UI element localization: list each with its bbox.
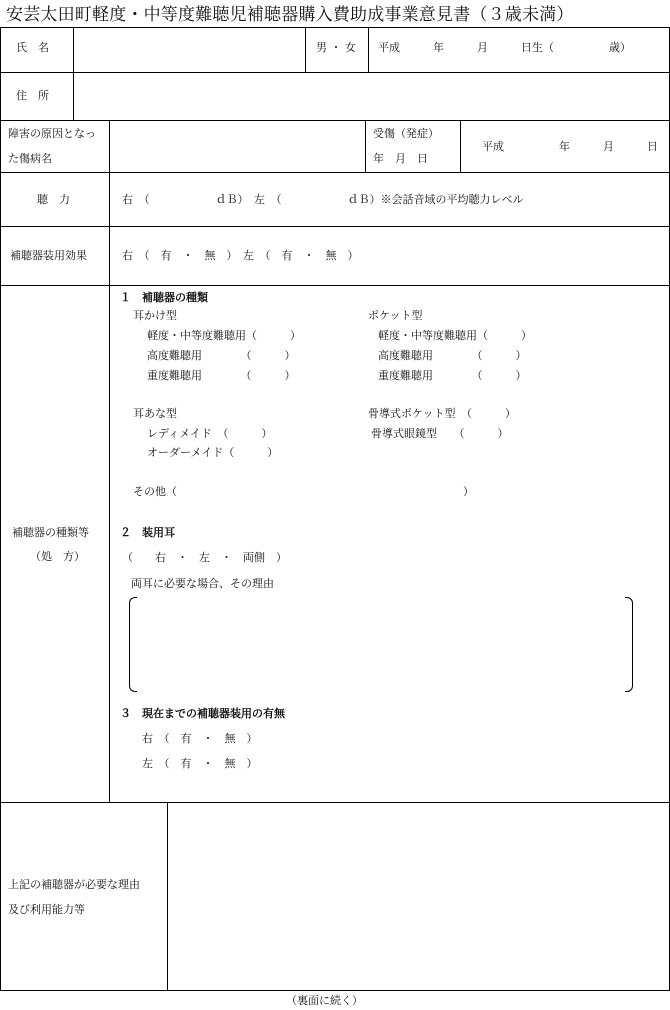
table-border-bottom xyxy=(0,990,670,991)
birth-date-field[interactable]: 平成 年 月 日生（ 歳） xyxy=(378,41,631,54)
hearing-label: 聴 力 xyxy=(37,193,70,206)
cell-divider xyxy=(109,120,110,172)
row-divider xyxy=(0,285,670,286)
onset-date-field[interactable]: 平成 年 月 日 xyxy=(482,140,658,153)
prior-use-left[interactable]: 左 （ 有 ・ 無 ） xyxy=(142,757,258,770)
cell-divider xyxy=(109,285,110,802)
cell-divider xyxy=(460,120,461,172)
pocket-item[interactable]: 重度難聴用 （ ） xyxy=(378,369,527,382)
type-label-line2: （処 方） xyxy=(30,550,85,563)
ear-hook-heading: 耳かけ型 xyxy=(133,309,177,322)
other-type-field[interactable]: その他（ ） xyxy=(133,485,474,498)
cell-divider xyxy=(73,72,74,120)
name-label: 氏 名 xyxy=(16,41,49,54)
pocket-item[interactable]: 軽度・中等度難聴用（ ） xyxy=(378,329,532,342)
address-label: 住 所 xyxy=(16,89,49,102)
row-divider xyxy=(0,802,670,803)
prior-use-right[interactable]: 右 （ 有 ・ 無 ） xyxy=(142,732,258,745)
bone-pocket-item[interactable]: 骨導式ポケット型 （ ） xyxy=(368,407,516,420)
continued-note: （裏面に続く） xyxy=(286,994,363,1007)
cell-divider xyxy=(109,172,110,226)
document-title: 安芸太田町軽度・中等度難聴児補聴器購入費助成事業意見書（３歳未満） xyxy=(6,5,574,25)
cause-label-line1: 障害の原因となっ xyxy=(8,127,96,140)
cell-divider xyxy=(167,802,168,990)
cell-divider xyxy=(109,226,110,285)
in-ear-heading: 耳あな型 xyxy=(133,407,177,420)
table-border-top xyxy=(0,27,670,28)
name-field[interactable] xyxy=(75,29,303,71)
in-ear-item[interactable]: オーダーメイド（ ） xyxy=(147,446,279,459)
effect-label: 補聴器装用効果 xyxy=(10,249,87,262)
cause-label-line2: た傷病名 xyxy=(8,152,52,165)
reason-label-line1: 上記の補聴器が必要な理由 xyxy=(8,878,140,891)
bone-glasses-item[interactable]: 骨導式眼鏡型 （ ） xyxy=(371,427,509,440)
effect-value-field[interactable]: 右 （ 有 ・ 無 ） 左 （ 有 ・ 無 ） xyxy=(122,249,359,262)
section3-heading: ３ 現在までの補聴器装用の有無 xyxy=(120,707,285,720)
ear-hook-item[interactable]: 重度難聴用 （ ） xyxy=(147,369,296,382)
cell-divider xyxy=(365,120,366,172)
type-label-line1: 補聴器の種類等 xyxy=(12,526,89,539)
pocket-item[interactable]: 高度難聴用 （ ） xyxy=(378,349,527,362)
row-divider xyxy=(0,72,670,73)
both-ears-reason-field[interactable] xyxy=(140,600,622,688)
hearing-value-field[interactable]: 右 （ ｄＢ） 左 （ ｄＢ）※会話音域の平均聴力レベル xyxy=(122,193,524,206)
onset-label-line2: 年 月 日 xyxy=(373,152,428,165)
in-ear-item[interactable]: レディメイド （ ） xyxy=(147,427,273,440)
section1-heading: １ 補聴器の種類 xyxy=(120,291,208,304)
section2-heading: ２ 装用耳 xyxy=(120,526,175,539)
reason-field[interactable] xyxy=(169,804,667,988)
cell-divider xyxy=(368,27,369,72)
reason-bracket-left xyxy=(129,597,137,692)
wearing-ear-options[interactable]: （ 右 ・ 左 ・ 両側 ） xyxy=(122,551,287,564)
both-ears-reason-label: 両耳に必要な場合、その理由 xyxy=(131,577,274,590)
row-divider xyxy=(0,172,670,173)
cell-divider xyxy=(305,27,306,72)
ear-hook-item[interactable]: 軽度・中等度難聴用（ ） xyxy=(147,329,301,342)
address-field[interactable] xyxy=(75,74,667,119)
cause-field[interactable] xyxy=(111,122,363,171)
cell-divider xyxy=(73,27,74,72)
reason-label-line2: 及び利用能力等 xyxy=(8,903,85,916)
gender-select[interactable]: 男 ・ 女 xyxy=(316,41,356,54)
ear-hook-item[interactable]: 高度難聴用 （ ） xyxy=(147,349,296,362)
row-divider xyxy=(0,120,670,121)
row-divider xyxy=(0,226,670,227)
onset-label-line1: 受傷（発症） xyxy=(373,127,439,140)
reason-bracket-right xyxy=(625,597,633,692)
pocket-heading: ポケット型 xyxy=(368,309,423,322)
